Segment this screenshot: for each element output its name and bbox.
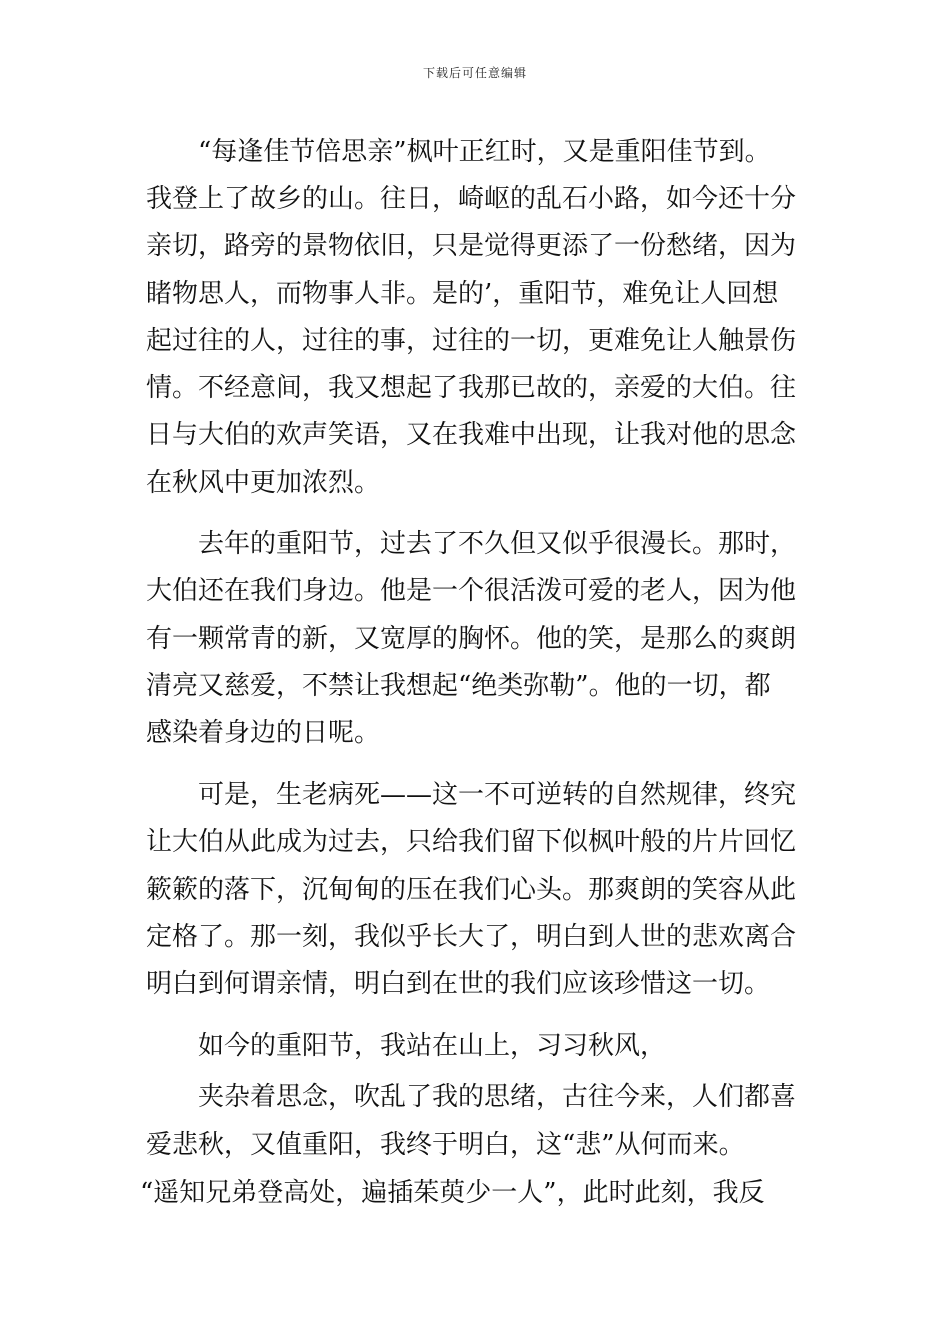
text-line: 让大伯从此成为过去，只给我们留下似枫叶般的片片回忆 <box>146 827 797 857</box>
text-line: 大伯还在我们身边。他是一个很活泼可爱的老人，因为他 <box>146 576 797 606</box>
text-line: 在秋风中更加浓烈。 <box>146 468 381 498</box>
text-line: 清亮又慈爱，不禁让我想起“绝类弥勒”。他的一切，都 <box>146 671 771 701</box>
text-line: 定格了。那一刻，我似乎长大了，明白到人世的悲欢离合 <box>146 922 797 952</box>
text-line: “每逢佳节倍思亲”枫叶正红时，又是重阳佳节到。 <box>146 137 771 167</box>
text-line: 去年的重阳节，过去了不久但又似乎很漫长。那时， <box>146 529 797 559</box>
text-line: 起过往的人，过往的事，过往的一切，更难免让人触景伤 <box>146 326 797 356</box>
text-line: 爱悲秋，又值重阳，我终于明白，这“悲”从何而来。 <box>146 1130 745 1160</box>
text-line: 亲切，路旁的景物依旧，只是觉得更添了一份愁绪，因为 <box>146 231 797 261</box>
text-line: 簌簌的落下，沉甸甸的压在我们心头。那爽朗的笑容从此 <box>146 875 797 905</box>
text-line: 情。不经意间，我又想起了我那已故的，亲爱的大伯。往 <box>146 373 797 403</box>
page-header: 下载后可任意编辑 <box>422 66 527 80</box>
text-line: 如今的重阳节，我站在山上，习习秋风， <box>146 1031 667 1061</box>
text-line: 可是，生老病死——这一不可逆转的自然规律，终究 <box>146 780 797 810</box>
text-line: 夹杂着思念，吹乱了我的思绪，古往今来，人们都喜 <box>146 1082 797 1112</box>
text-line: 有一颗常青的新，又宽厚的胸怀。他的笑，是那么的爽朗 <box>146 624 797 654</box>
text-line: 日与大伯的欢声笑语，又在我难中出现，让我对他的思念 <box>146 420 797 450</box>
text-line: 感染着身边的日呢。 <box>146 718 381 748</box>
text-line: “遥知兄弟登高处，遍插茱萸少一人”，此时此刻，我反 <box>140 1178 765 1208</box>
text-line: 我登上了故乡的山。往日，崎岖的乱石小路，如今还十分 <box>146 184 797 214</box>
text-line: 明白到何谓亲情，明白到在世的我们应该珍惜这一切。 <box>146 969 771 999</box>
text-line: 睹物思人，而物事人非。是的’，重阳节，难免让人回想 <box>146 279 779 309</box>
